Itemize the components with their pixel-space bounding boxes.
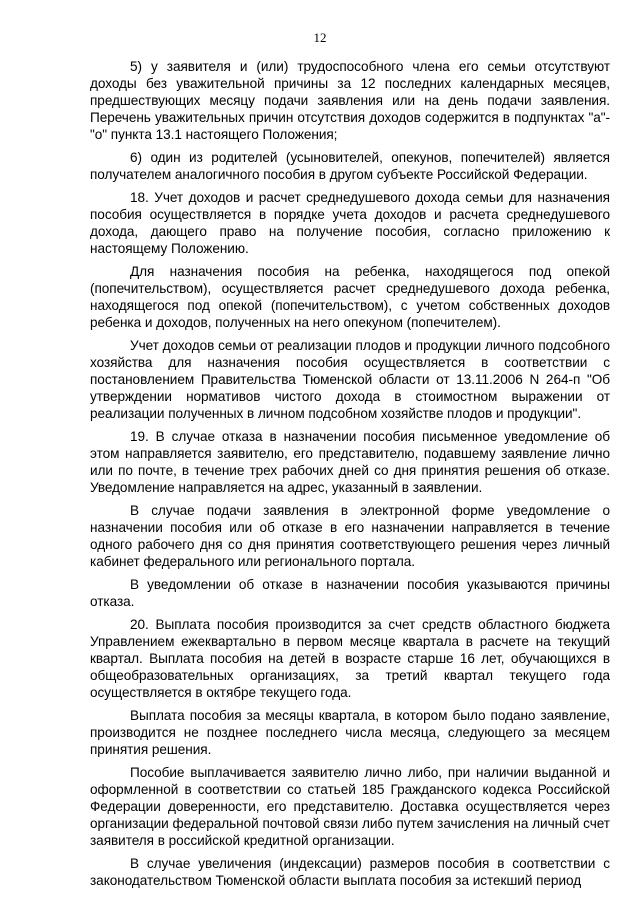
paragraph-item-5: 5) у заявителя и (или) трудоспособного члена его семьи отсутствуют доходы без уважительной причины за 12 последних календарных месяцев, предшествующих месяцу подачи заявления или на день подачи заявления. Перечень уважительных причин отсутствия доходов содержится в подпунктах "а"-"о" пункта 13.1 настоящего Положения; <box>90 59 610 142</box>
paragraph-refusal-reasons: В уведомлении об отказе в назначении пособия указываются причины отказа. <box>90 577 610 609</box>
paragraph-payment-deadline: Выплата пособия за месяцы квартала, в котором было подано заявление, производится не позднее последнего числа месяца, следующего за месяцем принятия решения. <box>90 708 610 757</box>
paragraph-clause-18: 18. Учет доходов и расчет среднедушевого дохода семьи для назначения пособия осуществляется в порядке учета доходов и расчета среднедушевого дохода, дающего право на получение пособия, согласно приложению к настоящему Положению. <box>90 190 610 256</box>
paragraph-payment-delivery: Пособие выплачивается заявителю лично либо, при наличии выданной и оформленной в соответствии со статьей 185 Гражданского кодекса Российской Федерации доверенности, его представителю. Доставка осуществляется через организации федеральной почтовой связи либо путем зачисления на личный счет заявителя в российской кредитной организации. <box>90 765 610 848</box>
paragraph-item-6: 6) один из родителей (усыновителей, опекунов, попечителей) является получателем аналогичного пособия в другом субъекте Российской Федерации. <box>90 150 610 182</box>
paragraph-clause-20: 20. Выплата пособия производится за счет средств областного бюджета Управлением ежеквартально в первом месяце квартала в расчете на текущий квартал. Выплата пособия на детей в возрасте старше 16 лет, обучающихся в общеобразовательных организациях, за третий квартал текущего года осуществляется в октябре текущего года. <box>90 617 610 700</box>
paragraph-guardianship: Для назначения пособия на ребенка, находящегося под опекой (попечительством), осуществляется расчет среднедушевого дохода ребенка, находящегося под опекой (попечительством), с учетом собственных доходов ребенка и доходов, полученных на него опекуном (попечителем). <box>90 264 610 330</box>
paragraph-electronic-notice: В случае подачи заявления в электронной форме уведомление о назначении пособия или об отказе в его назначении направляется в течение одного рабочего дня со дня принятия соответствующего решения через личный кабинет федерального или регионального портала. <box>90 503 610 569</box>
page-number: 12 <box>313 30 327 45</box>
paragraph-clause-19: 19. В случае отказа в назначении пособия письменное уведомление об этом направляется заявителю, его представителю, подавшему заявление лично или по почте, в течение трех рабочих дней со дня принятия решения об отказе. Уведомление направляется на адрес, указанный в заявлении. <box>90 429 610 495</box>
document-body <box>90 58 610 895</box>
paragraph-household-income: Учет доходов семьи от реализации плодов и продукции личного подсобного хозяйства для назначения пособия осуществляется в соответствии с постановлением Правительства Тюменской области от 13.11.2006 N 264-п "Об утверждении нормативов чистого дохода в стоимостном выражении от реализации полученных в личном подсобном хозяйстве плодов и продукции". <box>90 338 610 421</box>
paragraph-indexation: В случае увеличения (индексации) размеров пособия в соответствии с законодательством Тюменской области выплата пособия за истекший период <box>90 856 610 888</box>
